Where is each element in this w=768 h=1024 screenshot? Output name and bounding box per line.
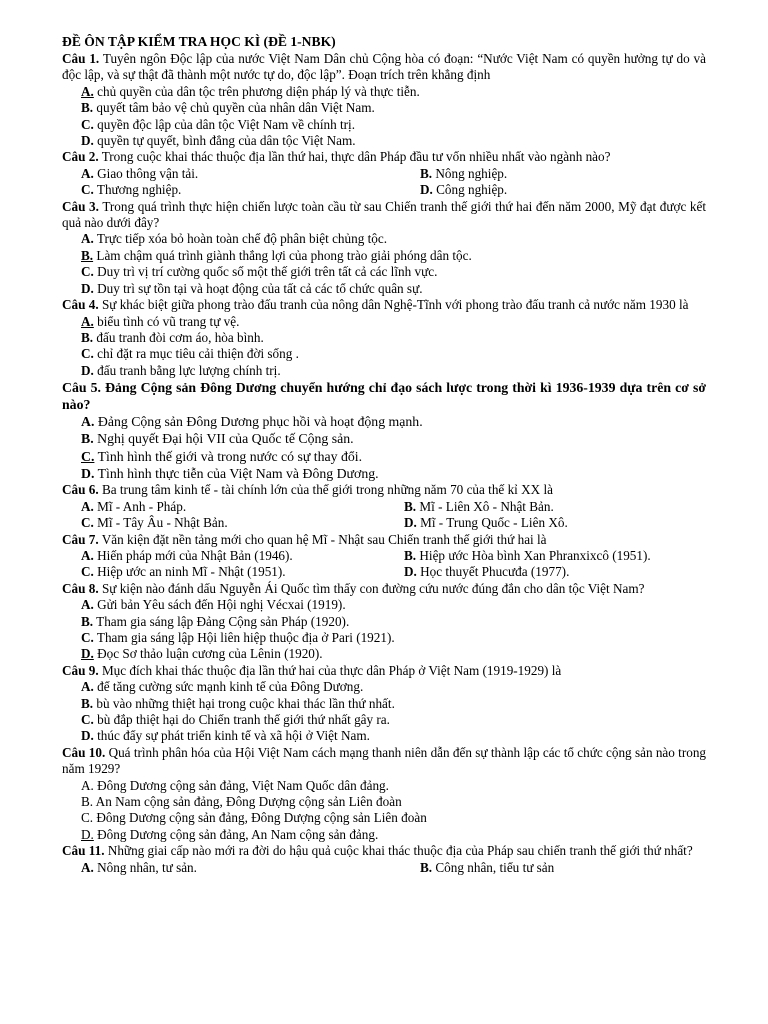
option-text: Tham gia sáng lập Hội liên hiệp thuộc địa ở Pari (1921). bbox=[96, 629, 395, 645]
option-letter: D. bbox=[81, 280, 94, 296]
option-text: Đông Dương cộng sản đảng, Đông Dượng cộng sản Liên đoàn bbox=[96, 810, 427, 826]
option-3a bbox=[62, 231, 706, 247]
question-text: Mục đích khai thác thuộc địa lần thứ hai của thực dân Pháp ở Việt Nam (1919-1929) là bbox=[101, 662, 562, 678]
question-number: Câu 4. bbox=[62, 297, 99, 313]
option-text: Gửi bản Yêu sách đến Hội nghị Vécxai (1919). bbox=[97, 597, 346, 613]
option-2a bbox=[81, 166, 420, 182]
option-text: Duy trì sự tồn tại và hoạt động của tất cả các tổ chức quân sự. bbox=[97, 280, 423, 296]
option-8b bbox=[62, 614, 706, 630]
option-9b bbox=[62, 696, 706, 712]
option-text: Mĩ - Liên Xô - Nhật Bản. bbox=[419, 498, 554, 514]
option-text: Đảng Cộng sản Đông Dương phục hồi và hoạt động mạnh. bbox=[97, 414, 423, 430]
option-row bbox=[62, 564, 706, 580]
question-8 bbox=[62, 581, 706, 597]
option-letter: A. bbox=[81, 165, 94, 181]
option-letter: D. bbox=[404, 564, 417, 580]
option-1b bbox=[62, 100, 706, 116]
option-letter: D. bbox=[81, 646, 94, 662]
question-number: Câu 3. bbox=[62, 198, 99, 214]
option-letter: C. bbox=[81, 564, 94, 580]
option-6c bbox=[81, 515, 404, 531]
option-2b bbox=[420, 166, 706, 182]
exam-page bbox=[62, 33, 706, 876]
option-letter: B. bbox=[81, 794, 94, 810]
option-letter: D. bbox=[81, 133, 94, 149]
option-text: Giao thông vận tải. bbox=[97, 165, 199, 181]
option-text: quyền tự quyết, bình đẳng của dân tộc Việt Nam. bbox=[97, 133, 356, 149]
option-3c bbox=[62, 264, 706, 280]
question-text: Trong quá trình thực hiện chiến lược toàn cầu từ sau Chiến tranh thế giới thứ hai đến năm 2000, Mỹ đạt được kết quả nào dưới đây? bbox=[62, 198, 707, 231]
option-10c bbox=[62, 810, 706, 826]
option-letter: B. bbox=[81, 431, 94, 447]
option-letter: C. bbox=[81, 116, 94, 132]
option-letter: D. bbox=[81, 466, 95, 482]
option-10a bbox=[62, 778, 706, 794]
question-text: Ba trung tâm kinh tế - tài chính lớn của thế giới trong những năm 70 của thế kỉ XX là bbox=[101, 482, 553, 498]
option-5a bbox=[62, 413, 706, 430]
option-9d bbox=[62, 728, 706, 744]
option-text: An Nam cộng sản đảng, Đông Dượng cộng sản Liên đoàn bbox=[95, 794, 402, 810]
option-letter: D. bbox=[81, 826, 94, 842]
option-letter: D. bbox=[404, 515, 417, 531]
option-4a bbox=[62, 314, 706, 330]
option-text: Duy trì vị trí cường quốc số một thế giới trên tất cả các lĩnh vực. bbox=[97, 264, 438, 280]
option-text: biểu tình có vũ trang tự vệ. bbox=[97, 313, 240, 329]
option-text: bù đắp thiệt hại do Chiến tranh thế giới thứ nhất gây ra. bbox=[97, 712, 390, 727]
option-text: Nông nghiệp. bbox=[435, 165, 508, 181]
option-letter: B. bbox=[81, 329, 94, 345]
option-1d bbox=[62, 133, 706, 149]
option-text: chỉ đặt ra mục tiêu cải thiện đời sống . bbox=[97, 346, 299, 362]
question-text: Đảng Cộng sản Đông Dương chuyển hướng chỉ đạo sách lược trong thời kì 1936-1939 dựa trên cơ sở nào? bbox=[62, 380, 706, 413]
option-letter: A. bbox=[81, 547, 94, 563]
option-letter: B. bbox=[420, 859, 433, 875]
option-letter: C. bbox=[81, 810, 94, 826]
option-10d bbox=[62, 827, 706, 843]
option-text: Mĩ - Anh - Pháp. bbox=[97, 498, 187, 514]
option-10b bbox=[62, 794, 706, 810]
question-text: Sự khác biệt giữa phong trào đấu tranh của nông dân Nghệ-Tĩnh với phong trào đấu tranh cả nước năm 1930 là bbox=[101, 297, 689, 313]
question-number: Câu 11. bbox=[62, 843, 105, 859]
option-7b bbox=[404, 548, 706, 564]
option-7c bbox=[81, 564, 404, 580]
question-text: Trong cuộc khai thác thuộc địa lần thứ hai, thực dân Pháp đầu tư vốn nhiều nhất vào ngành nào? bbox=[101, 149, 611, 165]
question-text: Tuyên ngôn Độc lập của nước Việt Nam Dân chủ Cộng hòa có đoạn: “Nước Việt Nam có quyền hưởng tự do và độc lập, và sự thật đã thành một nước tự do, độc lập”. Đoạn trích trên khẳng định bbox=[62, 51, 706, 83]
question-5 bbox=[62, 379, 706, 413]
option-5d bbox=[62, 465, 706, 482]
option-text: quyền độc lập của dân tộc Việt Nam về chính trị. bbox=[97, 116, 355, 132]
option-text: Trực tiếp xóa bỏ hoàn toàn chế độ phân biệt chủng tộc. bbox=[96, 231, 388, 247]
option-letter: C. bbox=[81, 515, 94, 531]
option-3d bbox=[62, 281, 706, 297]
option-6d bbox=[404, 515, 706, 531]
option-letter: A. bbox=[81, 414, 95, 430]
option-letter: B. bbox=[81, 100, 94, 116]
option-text: Nông nhân, tư sản. bbox=[97, 859, 197, 875]
option-letter: A. bbox=[81, 777, 94, 793]
option-row bbox=[62, 166, 706, 182]
option-8d bbox=[62, 646, 706, 662]
question-3 bbox=[62, 199, 706, 232]
option-letter: C. bbox=[81, 712, 94, 727]
option-text: thúc đẩy sự phát triển kinh tế và xã hội ở Việt Nam. bbox=[97, 728, 370, 744]
option-letter: D. bbox=[420, 182, 433, 198]
question-number: Câu 1. bbox=[62, 51, 100, 66]
option-row bbox=[62, 182, 706, 198]
exam-title: ĐỀ ÔN TẬP KIỂM TRA HỌC KÌ (ĐỀ 1-NBK) bbox=[62, 34, 336, 49]
option-letter: A. bbox=[81, 313, 94, 329]
option-row bbox=[62, 499, 706, 515]
option-text: để tăng cường sức mạnh kinh tế của Đông Dương. bbox=[97, 679, 364, 695]
option-letter: A. bbox=[81, 498, 94, 514]
option-text: Hiệp ước an ninh Mĩ - Nhật (1951). bbox=[97, 564, 286, 580]
option-letter: A. bbox=[81, 679, 94, 695]
option-text: Công nghiệp. bbox=[436, 182, 508, 198]
option-letter: B. bbox=[404, 547, 417, 563]
option-letter: C. bbox=[81, 448, 95, 464]
option-4b bbox=[62, 330, 706, 346]
question-number: Câu 10. bbox=[62, 744, 106, 760]
option-letter: D. bbox=[81, 728, 94, 744]
option-text: Thương nghiệp. bbox=[96, 182, 182, 198]
question-number: Câu 6. bbox=[62, 482, 99, 498]
option-letter: C. bbox=[81, 629, 94, 645]
option-letter: C. bbox=[81, 182, 94, 198]
option-row bbox=[62, 860, 706, 876]
option-letter: A. bbox=[81, 597, 94, 613]
question-number: Câu 8. bbox=[62, 580, 99, 596]
question-text: Quá trình phân hóa của Hội Việt Nam cách mạng thanh niên dẫn đến sự thành lập các tổ chức cộng sản nào trong năm 1929? bbox=[62, 744, 707, 777]
option-text: Làm chậm quá trình giành thắng lợi của phong trào giải phóng dân tộc. bbox=[96, 247, 472, 263]
question-number: Câu 2. bbox=[62, 149, 99, 165]
option-9c bbox=[62, 712, 706, 728]
option-letter: C. bbox=[81, 346, 94, 362]
option-text: Đông Dương cộng sản đảng, An Nam cộng sản đảng. bbox=[97, 826, 379, 842]
option-9a bbox=[62, 679, 706, 695]
question-number: Câu 5. bbox=[62, 380, 101, 396]
option-text: Hiến pháp mới của Nhật Bản (1946). bbox=[97, 547, 293, 563]
option-4d bbox=[62, 363, 706, 379]
option-letter: D. bbox=[81, 362, 94, 378]
option-1a bbox=[62, 84, 706, 100]
option-text: quyết tâm bảo vệ chủ quyền của nhân dân Việt Nam. bbox=[96, 100, 375, 116]
question-1 bbox=[62, 51, 706, 84]
option-5b bbox=[62, 430, 706, 447]
option-5c bbox=[62, 448, 706, 465]
option-6a bbox=[81, 499, 404, 515]
option-text: Tình hình thế giới và trong nước có sự thay đổi. bbox=[97, 448, 363, 464]
option-row bbox=[62, 548, 706, 564]
question-9 bbox=[62, 663, 706, 679]
question-7 bbox=[62, 532, 706, 548]
option-1c bbox=[62, 117, 706, 133]
option-letter: A. bbox=[81, 859, 94, 875]
option-text: Đông Dương cộng sản đảng, Việt Nam Quốc dân đảng. bbox=[97, 777, 389, 793]
option-text: Đọc Sơ thảo luận cương của Lênin (1920). bbox=[97, 646, 323, 662]
option-text: Nghị quyết Đại hội VII của Quốc tế Cộng sản. bbox=[97, 431, 354, 447]
option-letter: B. bbox=[81, 695, 94, 711]
option-text: đấu tranh đòi cơm áo, hòa bình. bbox=[96, 329, 264, 345]
option-text: Mĩ - Tây Âu - Nhật Bản. bbox=[97, 515, 228, 531]
option-11b bbox=[420, 860, 706, 876]
option-text: Hiệp ước Hòa bình Xan Phranxixcô (1951). bbox=[419, 547, 651, 563]
option-4c bbox=[62, 346, 706, 362]
option-letter: A. bbox=[81, 83, 94, 99]
question-text: Văn kiện đặt nền tảng mới cho quan hệ Mĩ - Nhật sau Chiến tranh thế giới thứ hai là bbox=[101, 531, 547, 547]
option-text: Học thuyết Phucưđa (1977). bbox=[420, 564, 570, 580]
option-letter: C. bbox=[81, 264, 94, 280]
option-text: đấu tranh bằng lực lượng chính trị. bbox=[97, 362, 281, 378]
question-6 bbox=[62, 482, 706, 498]
question-11 bbox=[62, 843, 706, 859]
option-2c bbox=[81, 182, 420, 198]
question-number: Câu 9. bbox=[62, 662, 99, 678]
option-11a bbox=[81, 860, 420, 876]
option-text: Mĩ - Trung Quốc - Liên Xô. bbox=[420, 515, 568, 531]
option-2d bbox=[420, 182, 706, 198]
option-letter: B. bbox=[81, 613, 94, 629]
option-7a bbox=[81, 548, 404, 564]
option-7d bbox=[404, 564, 706, 580]
option-letter: B. bbox=[420, 165, 433, 181]
question-10 bbox=[62, 745, 706, 778]
option-6b bbox=[404, 499, 706, 515]
option-text: Công nhân, tiểu tư sản bbox=[435, 859, 555, 875]
option-text: bù vào những thiệt hại trong cuộc khai thác lần thứ nhất. bbox=[96, 695, 395, 711]
question-number: Câu 7. bbox=[62, 531, 99, 547]
question-4 bbox=[62, 297, 706, 313]
option-3b bbox=[62, 248, 706, 264]
option-text: chủ quyền của dân tộc trên phương diện pháp lý và thực tiễn. bbox=[97, 83, 420, 99]
option-8a bbox=[62, 597, 706, 613]
question-text: Sự kiện nào đánh dấu Nguyễn Ái Quốc tìm thấy con đường cứu nước đúng đắn cho dân tộc Việt Nam? bbox=[101, 580, 645, 596]
option-text: Tình hình thực tiễn của Việt Nam và Đông Dương. bbox=[97, 466, 379, 482]
option-letter: B. bbox=[404, 498, 417, 514]
option-8c bbox=[62, 630, 706, 646]
option-text: Tham gia sáng lập Đảng Cộng sản Pháp (1920). bbox=[96, 613, 350, 629]
question-text: Những giai cấp nào mới ra đời do hậu quả cuộc khai thác thuộc địa của Pháp sau chiến tranh thế giới thứ nhất? bbox=[107, 843, 693, 859]
option-letter: A. bbox=[81, 231, 94, 247]
option-letter: B. bbox=[81, 247, 94, 263]
option-row bbox=[62, 515, 706, 531]
question-2 bbox=[62, 149, 706, 165]
